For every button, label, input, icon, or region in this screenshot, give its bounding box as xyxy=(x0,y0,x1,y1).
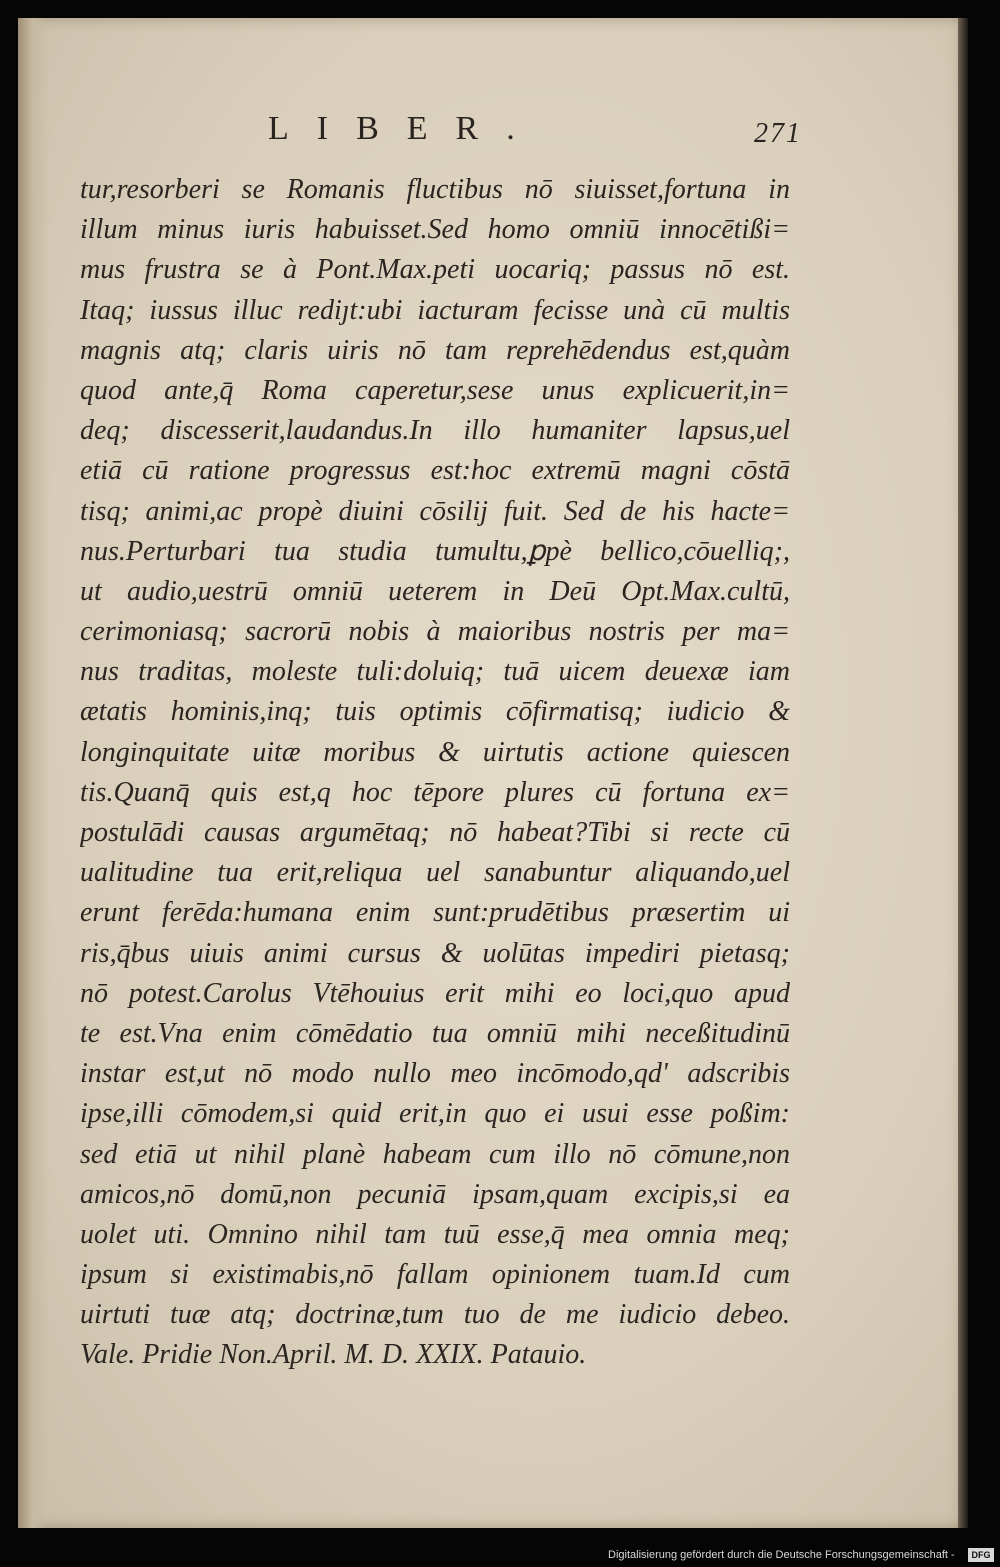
text-line: cerimoniasq; sacrorū nobis à maioribus nostris per ma= xyxy=(80,616,790,648)
text-line: uirtuti tuæ atq; doctrinæ,tum tuo de me iudicio debeo. xyxy=(80,1299,790,1331)
text-line: instar est,ut nō modo nullo meo incōmodo,qd' adscribis xyxy=(80,1058,790,1090)
text-line: etiā cū ratione progressus est:hoc extremū magni cōstā xyxy=(80,455,790,487)
text-line: longinquitate uitæ moribus & uirtutis actione quiescen xyxy=(80,736,790,768)
page-edge xyxy=(958,18,968,1528)
text-line: illum minus iuris habuisset.Sed homo omniū innocētißi= xyxy=(80,214,790,246)
page-spine-shadow xyxy=(18,18,50,1528)
text-line: nus traditas, moleste tuli:doluiq; tuā uicem deuexæ iam xyxy=(80,656,790,688)
page-number: 271 xyxy=(754,118,802,149)
text-line: amicos,nō domū,non pecuniā ipsam,quam excipis,si ea xyxy=(80,1178,790,1210)
closing-line: Vale. Pridie Non.April. M. D. XXIX. Patauio. xyxy=(80,1339,587,1371)
body-text xyxy=(80,170,790,1376)
text-line: ipse,illi cōmodem,si quid erit,in quo ei usui esse poßim: xyxy=(80,1098,790,1130)
text-line: sed etiā ut nihil planè habeam cum illo nō cōmune,non xyxy=(80,1138,790,1170)
text-line: tisq; animi,ac propè diuini cōsilij fuit. Sed de his hacte= xyxy=(80,495,790,527)
text-line: ipsum si existimabis,nō fallam opinionem tuam.Id cum xyxy=(80,1259,790,1291)
text-line: ualitudine tua erit,reliqua uel sanabuntur aliquando,uel xyxy=(80,857,790,889)
text-line: te est.Vna enim cōmēdatio tua omniū mihi neceßitudinū xyxy=(80,1017,790,1049)
text-line: uolet uti. Omnino nihil tam tuū esse,q̄ mea omnia meq; xyxy=(80,1218,790,1250)
text-line: tur,resorberi se Romanis fluctibus nō siuisset,fortuna in xyxy=(80,174,790,205)
running-head xyxy=(18,110,962,150)
text-line: ætatis hominis,inq; tuis optimis cōfirmatisq; iudicio & xyxy=(80,696,790,728)
text-line: deq; discesserit,laudandus.In illo humaniter lapsus,uel xyxy=(80,415,790,447)
text-line: tis.Quanq̄ quis est,q hoc tēpore plures cū fortuna ex= xyxy=(80,776,790,808)
book-page xyxy=(18,18,962,1528)
text-line: Itaq; iussus illuc rediȷt:ubi iacturam fecisse unà cū multis xyxy=(80,294,790,326)
text-line: magnis atq; claris uiris nō tam reprehēdendus est,quàm xyxy=(80,334,790,366)
text-line: erunt ferēda:humana enim sunt:prudētibus præsertim ui xyxy=(80,897,790,929)
dfg-logo: DFG xyxy=(968,1548,994,1562)
text-line: mus frustra se à Pont.Max.peti uocariq; passus nō est. xyxy=(80,254,790,286)
digitization-credit: Digitalisierung gefördert durch die Deutsche Forschungsgemeinschaft - xyxy=(608,1549,955,1561)
text-line: ut audio,uestrū omniū ueterem in Deū Opt.Max.cultū, xyxy=(80,575,790,607)
text-line: nō potest.Carolus Vtēhouius erit mihi eo loci,quo apud xyxy=(80,977,790,1009)
text-line: nus.Perturbari tua studia tumultu,ꝑpè bellico,cōuelliq;, xyxy=(80,535,790,567)
text-line: quod ante,q̄ Roma caperetur,sese unus explicuerit,in= xyxy=(80,374,790,406)
running-title: LIBER. xyxy=(268,110,543,147)
text-line: ris,q̄bus uiuis animi cursus & uolūtas impediri pietasq; xyxy=(80,937,790,969)
text-line: postulādi causas argumētaq; nō habeat?Tibi si recte cū xyxy=(80,817,790,848)
